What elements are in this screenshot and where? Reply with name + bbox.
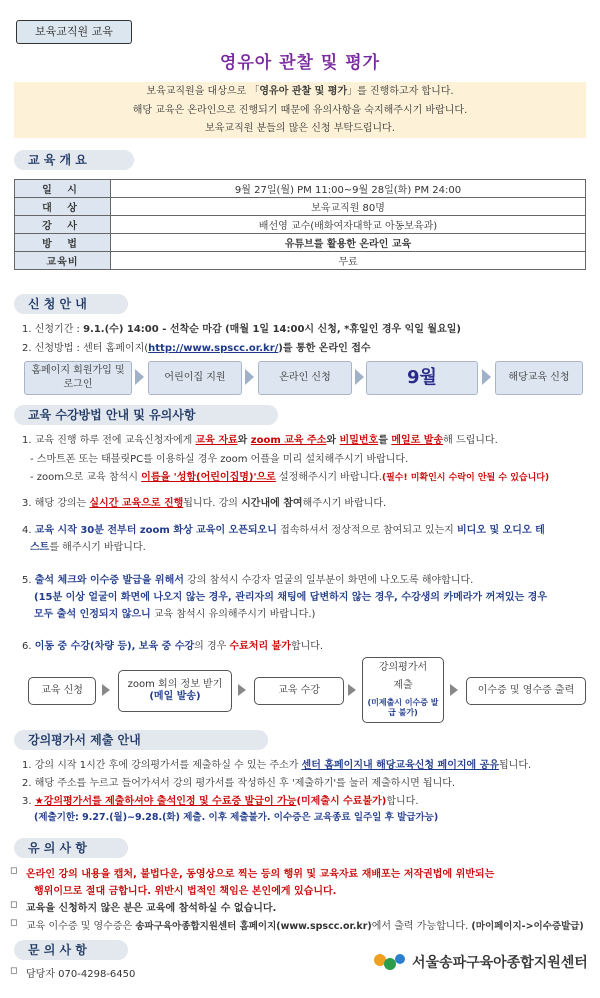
text-red: 비밀번호 (339, 435, 379, 446)
square-bullet-icon: ◻ (10, 900, 18, 910)
table-row (15, 216, 586, 234)
section-heading-method: 교육 수강방법 안내 및 유의사항 (14, 405, 278, 425)
arrow-icon (355, 369, 364, 385)
text-bold: (마이페이지->이수증발급) (471, 921, 584, 932)
flow-certificate: 이수증 및 영수증 출력 (466, 677, 586, 705)
text: 1. 신청기간 : (22, 324, 84, 335)
method-sub-2 (30, 468, 549, 483)
arrow-icon (482, 369, 491, 385)
intro-bold: 영유아 관찰 및 평가 (259, 86, 348, 97)
text-bold: 시간내에 참여 (241, 498, 303, 509)
text: 와 (326, 435, 340, 446)
row-key: 강 사 (15, 216, 111, 234)
intro-text: 」를 진행하고자 합니다. (347, 86, 454, 97)
text: 강의평가서 (378, 662, 428, 673)
method-line-3 (22, 494, 386, 509)
method-line-1 (22, 431, 498, 446)
text-blue: 스트 (30, 542, 50, 553)
text: 에서 출력 가능합니다. (371, 921, 472, 932)
method-line-6 (22, 637, 323, 652)
notice-line-2: 교육을 신청하지 않은 분은 교육에 참석하실 수 없습니다. (26, 903, 277, 914)
row-key: 일 시 (15, 180, 111, 198)
text-red: zoom 교육 주소 (250, 435, 327, 446)
square-bullet-icon: ◻ (10, 918, 18, 928)
row-value: 보육교직원 80명 (111, 198, 586, 216)
method-line-4b (30, 538, 146, 553)
section-heading-evaluation: 강의평가서 제출 안내 (14, 730, 268, 750)
text-blue: 센터 홈페이지내 해당교육신청 페이지에 공유 (301, 760, 499, 771)
text-blue: 비디오 및 오디오 테 (457, 525, 545, 536)
section-heading-overview: 교 육 개 요 (14, 150, 134, 170)
text: 교육 이수증 및 영수증은 (26, 921, 136, 932)
text: zoom 회의 정보 받기 (127, 679, 223, 690)
row-value: 유튜브를 활용한 온라인 교육 (111, 234, 586, 252)
row-value: 배선영 교수(배화여자대학교 아동보육과) (111, 216, 586, 234)
text: 됩니다. (499, 760, 532, 771)
text: 접속하셔서 정상적으로 참여되고 있는지 (276, 525, 458, 536)
square-bullet-icon: ◻ (10, 866, 18, 876)
text-bold: 9.1.(수) 14:00 - 선착순 마감 (매월 1일 14:00시 신청, *휴일인 경우 익일 월요일) (83, 324, 461, 335)
flow-attend: 교육 수강 (254, 677, 344, 705)
table-row (15, 252, 586, 270)
row-key: 방 법 (15, 234, 111, 252)
text-red: (필수! 미확인시 수락이 안될 수 있습니다) (381, 473, 550, 483)
text: 의 경우 (194, 641, 230, 652)
category-tag: 보육교직원 교육 (16, 20, 132, 44)
flow-apply: 교육 신청 (28, 677, 96, 705)
intro-line-1 (14, 82, 586, 102)
text: - zoom으로 교육 참석시 (30, 472, 142, 483)
table-row (15, 180, 586, 198)
text: 1. 강의 시작 1시간 후에 강의평가서를 제출하실 수 있는 주소가 (22, 760, 302, 771)
step-daycare-support: 어린이집 지원 (148, 361, 242, 395)
eval-line-3 (22, 792, 419, 807)
method-line-5b (34, 588, 547, 603)
text: 됩니다. 강의 (183, 498, 242, 509)
text: 와 (237, 435, 251, 446)
intro-text: 보육교직원을 대상으로 「 (146, 86, 260, 97)
text-blue: 출석 체크와 이수증 발급을 위해서 (34, 575, 184, 586)
text: 교육 참석시 유의해주시기 바랍니다.) (150, 609, 316, 620)
arrow-icon (245, 369, 254, 385)
text-blue: (미제출시 이수증 발급 불가) (367, 698, 439, 717)
text-red: ★강의평가서를 제출하셔야 출석인정 및 수료증 발급이 가능 (34, 796, 297, 807)
eval-line-4: (제출기한: 9.27.(월)~9.28.(화) 제출. 이후 제출불가. 이수증은 교육종료 일주일 후 발급가능) (34, 812, 439, 823)
overview-table (14, 179, 586, 270)
text-bold: 송파구육아종합지원센터 홈페이지(www.spscc.or.kr) (135, 921, 372, 932)
intro-line-2: 해당 교육은 온라인으로 진행되기 때문에 유의사항을 숙지해주시기 바랍니다. (132, 104, 468, 116)
text: 를 (378, 435, 392, 446)
intro-line-3: 보육교직원 분들의 많은 신청 부탁드립니다. (205, 123, 395, 134)
section-heading-apply: 신 청 안 내 (14, 294, 128, 314)
text-blue: (메일 발송) (149, 691, 201, 702)
row-key: 교육비 (15, 252, 111, 270)
section-heading-notice: 유 의 사 항 (14, 838, 128, 858)
row-value: 9월 27일(월) PM 11:00~9월 28일(화) PM 24:00 (111, 180, 586, 198)
text: 합니다. (290, 641, 324, 652)
square-bullet-icon: ◻ (10, 966, 18, 976)
text-blue: (15분 이상 얼굴이 화면에 나오지 않는 경우, 관리자의 채팅에 답변하지 않는 경우, 수강생의 카메라가 꺼져있는 경우 (34, 592, 548, 603)
logo-icon (372, 950, 408, 974)
text-red: 이름을 '성함(어린이집명)'으로 (141, 472, 276, 483)
homepage-link[interactable]: http://www.spscc.or.kr/ (148, 343, 279, 354)
center-logo (372, 950, 592, 974)
text: 3. 해당 강의는 (22, 498, 90, 509)
text: 강의 참석시 수강자 얼굴의 일부분이 화면에 나오도록 해야합니다. (183, 575, 474, 586)
method-sub-1: - 스마트폰 또는 태블릿PC를 이용하실 경우 zoom 어플을 미리 설치해주시기 바랍니다. (30, 454, 409, 465)
notice-line-1b: 행위이므로 절대 금합니다. 위반시 법적인 책임은 본인에게 있습니다. (34, 886, 337, 897)
text: 제출 (393, 680, 413, 691)
text: 해 드립니다. (443, 435, 498, 446)
arrow-icon (238, 684, 246, 696)
text-red: 메일로 발송 (391, 435, 444, 446)
text: 를 해주시기 바랍니다. (49, 542, 146, 553)
step-course-apply: 해당교육 신청 (495, 361, 583, 395)
eval-line-2: 2. 해당 주소를 누르고 들어가셔서 강의 평가서를 작성하신 후 '제출하기'를 눌러 제출하시면 됩니다. (22, 778, 456, 789)
step-month: 9월 (366, 361, 478, 395)
row-value: 무료 (111, 252, 586, 270)
table-row (15, 234, 586, 252)
text: 설정해주시기 바랍니다. (275, 472, 382, 483)
text: 해주시기 바랍니다. (302, 498, 387, 509)
text-red: 수료처리 불가 (229, 641, 291, 652)
text: 3. (22, 796, 35, 807)
arrow-icon (450, 684, 458, 696)
step-signup: 홈페이지 회원가입 및 로그인 (24, 361, 132, 395)
method-line-5c (34, 605, 315, 620)
contact-line: 담당자 070-4298-6450 (26, 969, 136, 980)
step-online-apply: 온라인 신청 (258, 361, 352, 395)
notice-line-1a: 온라인 강의 내용을 캡처, 불법다운, 동영상으로 찍는 등의 행위 및 교육자료 재배포는 저작권법에 위반되는 (26, 869, 495, 880)
text: 2. 신청방법 : 센터 홈페이지( (22, 343, 149, 354)
flow-zoom-info (118, 670, 232, 712)
text: 4. (22, 525, 35, 536)
page-title: 영유아 관찰 및 평가 (219, 53, 381, 73)
text: 6. (22, 641, 35, 652)
method-line-4a (22, 521, 545, 536)
text-blue: 이동 중 수강(차량 등), 보육 중 수강 (34, 641, 195, 652)
text: 합니다. (386, 796, 419, 807)
text: 5. (22, 575, 35, 586)
text-bold: )를 통한 온라인 접수 (278, 343, 371, 354)
text-red: (미제출시 수료불가) (296, 796, 387, 807)
notice-line-3 (26, 917, 584, 932)
logo-text: 서울송파구육아종합지원센터 (412, 955, 588, 971)
section-heading-contact: 문 의 사 항 (14, 940, 128, 960)
text-blue: 모두 출석 인정되지 않으니 (34, 609, 151, 620)
method-line-5a (22, 571, 473, 586)
apply-method (22, 339, 371, 354)
arrow-icon (348, 684, 356, 696)
text-red: 실시간 교육으로 진행 (89, 498, 184, 509)
arrow-icon (102, 684, 110, 696)
row-key: 대 상 (15, 198, 111, 216)
text: 1. 교육 진행 하루 전에 교육신청자에게 (22, 435, 196, 446)
eval-line-1 (22, 756, 531, 771)
table-row (15, 198, 586, 216)
apply-period (22, 320, 461, 335)
arrow-icon (135, 369, 144, 385)
intro-box (14, 82, 586, 138)
flow-evaluation (362, 657, 444, 723)
text-blue: 교육 시작 30분 전부터 zoom 화상 교육이 오픈되오니 (34, 525, 277, 536)
text-red: 교육 자료 (195, 435, 238, 446)
